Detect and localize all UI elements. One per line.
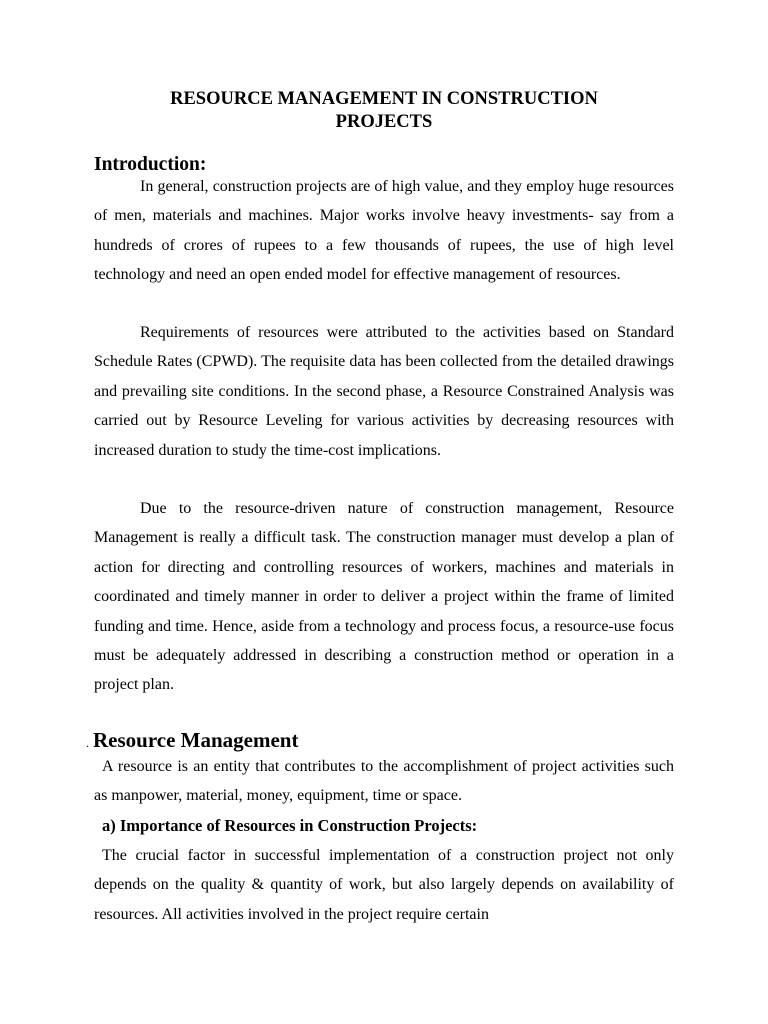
intro-paragraph-2: Requirements of resources were attributed to the activities based on Standard Schedule Rates (CPWD). The requisite data has been collected from the detailed drawings and prevailing site conditions. In the second phase, a Resource Constrained Analysis was carried out by Resource Leveling for various activities by decreasing resources with increased duration to study the time-cost implications. [94,324,674,459]
page-title [94,88,674,134]
intro-paragraph-1: In general, construction projects are of high value, and they employ huge resources of men, materials and machines. Major works involve heavy investments- say from a hundreds of crores of rupees to a few thousands of rupees, the use of high level technology and need an open ended model for effective management of resources. [94,178,674,284]
resource-management-heading-text: Resource Management [93,728,299,752]
importance-subheading: a) Importance of Resources in Construction Projects: [102,816,478,835]
section-marker: . [86,736,89,750]
introduction-heading: Introduction: [94,154,207,175]
importance-paragraph: The crucial factor in successful implementation of a construction project not only depends on the quality & quantity of work, but also largely depends on availability of resources. All activities involved in the project require certain [94,847,674,923]
title-line-2: PROJECTS [335,112,433,132]
intro-paragraph-3: Due to the resource-driven nature of construction management, Resource Management is really a difficult task. The construction manager must develop a plan of action for directing and controlling resources of workers, machines and materials in coordinated and timely manner in order to deliver a project within the frame of limited funding and time. Hence, aside from a technology and process focus, a resource-use focus must be adequately addressed in describing a construction method or operation in a project plan. [94,500,674,694]
resource-definition-paragraph: A resource is an entity that contributes to the accomplishment of project activities such as manpower, material, money, equipment, time or space. [94,758,674,805]
title-line-1: RESOURCE MANAGEMENT IN CONSTRUCTION [170,89,598,109]
